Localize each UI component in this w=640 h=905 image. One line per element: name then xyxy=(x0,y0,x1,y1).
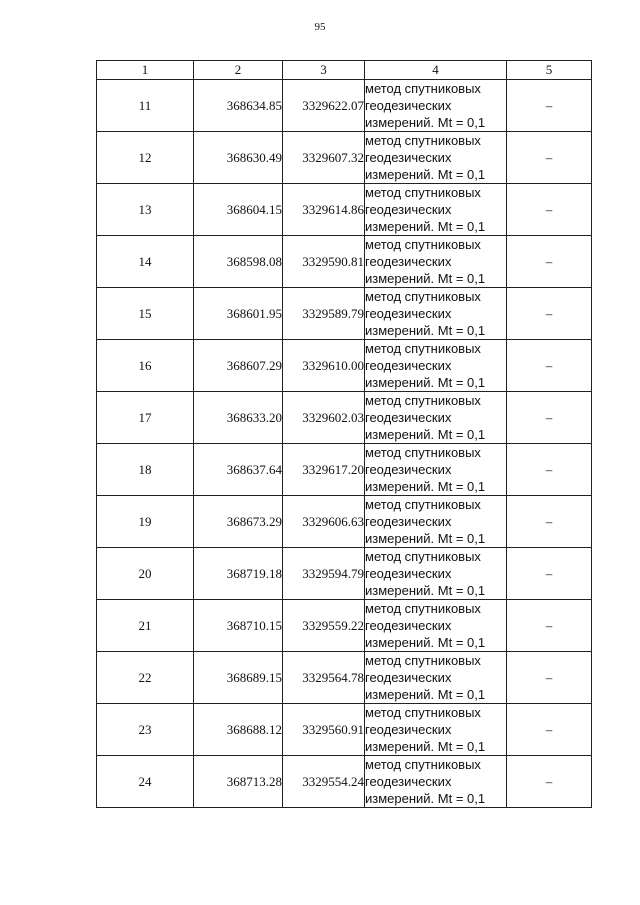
method-text-line: геодезических xyxy=(365,202,452,217)
point-number-cell: 12 xyxy=(97,132,194,184)
note-cell: – xyxy=(507,704,592,756)
x-coordinate-cell: 368710.15 xyxy=(194,600,283,652)
note-cell: – xyxy=(507,548,592,600)
note-cell: – xyxy=(507,340,592,392)
page-number: 95 xyxy=(314,21,326,33)
column-header: 3 xyxy=(283,61,365,80)
method-text-line: геодезических xyxy=(365,410,452,425)
y-coordinate-cell: 3329622.07 xyxy=(283,80,365,132)
method-text-line: геодезических xyxy=(365,98,452,113)
point-number-cell: 17 xyxy=(97,392,194,444)
method-text-line: измерений. Mt = 0,1 xyxy=(365,479,486,494)
x-coordinate-cell: 368688.12 xyxy=(194,704,283,756)
method-text-line: метод спутниковых xyxy=(365,445,481,460)
table-row xyxy=(97,496,592,548)
method-cell xyxy=(365,704,507,756)
method-cell xyxy=(365,756,507,808)
note-cell: – xyxy=(507,184,592,236)
note-cell: – xyxy=(507,236,592,288)
method-text-line: геодезических xyxy=(365,306,452,321)
method-text-line: измерений. Mt = 0,1 xyxy=(365,531,486,546)
note-cell: – xyxy=(507,392,592,444)
note-cell: – xyxy=(507,600,592,652)
method-text-line: метод спутниковых xyxy=(365,757,481,772)
method-text-line: геодезических xyxy=(365,566,452,581)
table-row xyxy=(97,80,592,132)
table-body xyxy=(97,80,592,808)
column-header: 1 xyxy=(97,61,194,80)
point-number-cell: 18 xyxy=(97,444,194,496)
method-text-line: метод спутниковых xyxy=(365,81,481,96)
point-number-cell: 11 xyxy=(97,80,194,132)
point-number-cell: 13 xyxy=(97,184,194,236)
point-number-cell: 14 xyxy=(97,236,194,288)
method-text-line: геодезических xyxy=(365,670,452,685)
x-coordinate-cell: 368719.18 xyxy=(194,548,283,600)
x-coordinate-cell: 368673.29 xyxy=(194,496,283,548)
y-coordinate-cell: 3329554.24 xyxy=(283,756,365,808)
method-text-line: метод спутниковых xyxy=(365,289,481,304)
method-text-line: метод спутниковых xyxy=(365,601,481,616)
table-row xyxy=(97,756,592,808)
method-text-line: измерений. Mt = 0,1 xyxy=(365,635,486,650)
note-cell: – xyxy=(507,132,592,184)
x-coordinate-cell: 368634.85 xyxy=(194,80,283,132)
method-text-line: измерений. Mt = 0,1 xyxy=(365,219,486,234)
x-coordinate-cell: 368604.15 xyxy=(194,184,283,236)
y-coordinate-cell: 3329614.86 xyxy=(283,184,365,236)
method-cell xyxy=(365,600,507,652)
y-coordinate-cell: 3329564.78 xyxy=(283,652,365,704)
method-text-line: метод спутниковых xyxy=(365,705,481,720)
y-coordinate-cell: 3329602.03 xyxy=(283,392,365,444)
method-text-line: метод спутниковых xyxy=(365,133,481,148)
table-header-row xyxy=(97,61,592,80)
method-text-line: геодезических xyxy=(365,514,452,529)
point-number-cell: 22 xyxy=(97,652,194,704)
method-text-line: геодезических xyxy=(365,722,452,737)
table-row xyxy=(97,704,592,756)
method-text-line: измерений. Mt = 0,1 xyxy=(365,115,486,130)
note-cell: – xyxy=(507,496,592,548)
y-coordinate-cell: 3329590.81 xyxy=(283,236,365,288)
method-text-line: метод спутниковых xyxy=(365,341,481,356)
method-text-line: измерений. Mt = 0,1 xyxy=(365,427,486,442)
y-coordinate-cell: 3329607.32 xyxy=(283,132,365,184)
table-row xyxy=(97,184,592,236)
method-cell xyxy=(365,652,507,704)
x-coordinate-cell: 368637.64 xyxy=(194,444,283,496)
point-number-cell: 21 xyxy=(97,600,194,652)
method-text-line: измерений. Mt = 0,1 xyxy=(365,323,486,338)
method-text-line: измерений. Mt = 0,1 xyxy=(365,739,486,754)
table-row xyxy=(97,548,592,600)
method-cell xyxy=(365,444,507,496)
method-text-line: геодезических xyxy=(365,618,452,633)
table-row xyxy=(97,132,592,184)
method-text-line: геодезических xyxy=(365,358,452,373)
table-row xyxy=(97,444,592,496)
x-coordinate-cell: 368601.95 xyxy=(194,288,283,340)
table-row xyxy=(97,340,592,392)
point-number-cell: 20 xyxy=(97,548,194,600)
note-cell: – xyxy=(507,80,592,132)
x-coordinate-cell: 368713.28 xyxy=(194,756,283,808)
method-text-line: метод спутниковых xyxy=(365,549,481,564)
method-text-line: измерений. Mt = 0,1 xyxy=(365,687,486,702)
table-row xyxy=(97,600,592,652)
y-coordinate-cell: 3329594.79 xyxy=(283,548,365,600)
table-row xyxy=(97,652,592,704)
y-coordinate-cell: 3329560.91 xyxy=(283,704,365,756)
x-coordinate-cell: 368633.20 xyxy=(194,392,283,444)
note-cell: – xyxy=(507,444,592,496)
method-cell xyxy=(365,340,507,392)
x-coordinate-cell: 368689.15 xyxy=(194,652,283,704)
method-text-line: метод спутниковых xyxy=(365,237,481,252)
method-text-line: метод спутниковых xyxy=(365,497,481,512)
x-coordinate-cell: 368607.29 xyxy=(194,340,283,392)
y-coordinate-cell: 3329610.00 xyxy=(283,340,365,392)
method-cell xyxy=(365,80,507,132)
note-cell: – xyxy=(507,288,592,340)
y-coordinate-cell: 3329617.20 xyxy=(283,444,365,496)
coordinates-table xyxy=(96,60,592,808)
method-cell xyxy=(365,236,507,288)
point-number-cell: 24 xyxy=(97,756,194,808)
note-cell: – xyxy=(507,756,592,808)
column-header: 2 xyxy=(194,61,283,80)
method-text-line: измерений. Mt = 0,1 xyxy=(365,271,486,286)
x-coordinate-cell: 368598.08 xyxy=(194,236,283,288)
method-cell xyxy=(365,392,507,444)
method-cell xyxy=(365,496,507,548)
method-text-line: измерений. Mt = 0,1 xyxy=(365,583,486,598)
point-number-cell: 16 xyxy=(97,340,194,392)
note-cell: – xyxy=(507,652,592,704)
method-text-line: измерений. Mt = 0,1 xyxy=(365,375,486,390)
method-text-line: метод спутниковых xyxy=(365,653,481,668)
method-text-line: измерений. Mt = 0,1 xyxy=(365,167,486,182)
point-number-cell: 15 xyxy=(97,288,194,340)
method-cell xyxy=(365,132,507,184)
column-header: 5 xyxy=(507,61,592,80)
method-text-line: геодезических xyxy=(365,150,452,165)
method-text-line: геодезических xyxy=(365,462,452,477)
table-row xyxy=(97,392,592,444)
column-header: 4 xyxy=(365,61,507,80)
method-text-line: геодезических xyxy=(365,774,452,789)
method-text-line: геодезических xyxy=(365,254,452,269)
x-coordinate-cell: 368630.49 xyxy=(194,132,283,184)
method-text-line: метод спутниковых xyxy=(365,393,481,408)
point-number-cell: 23 xyxy=(97,704,194,756)
y-coordinate-cell: 3329606.63 xyxy=(283,496,365,548)
y-coordinate-cell: 3329559.22 xyxy=(283,600,365,652)
method-cell xyxy=(365,184,507,236)
method-text-line: метод спутниковых xyxy=(365,185,481,200)
method-text-line: измерений. Mt = 0,1 xyxy=(365,791,486,806)
table-row xyxy=(97,288,592,340)
point-number-cell: 19 xyxy=(97,496,194,548)
method-cell xyxy=(365,288,507,340)
table-row xyxy=(97,236,592,288)
y-coordinate-cell: 3329589.79 xyxy=(283,288,365,340)
method-cell xyxy=(365,548,507,600)
